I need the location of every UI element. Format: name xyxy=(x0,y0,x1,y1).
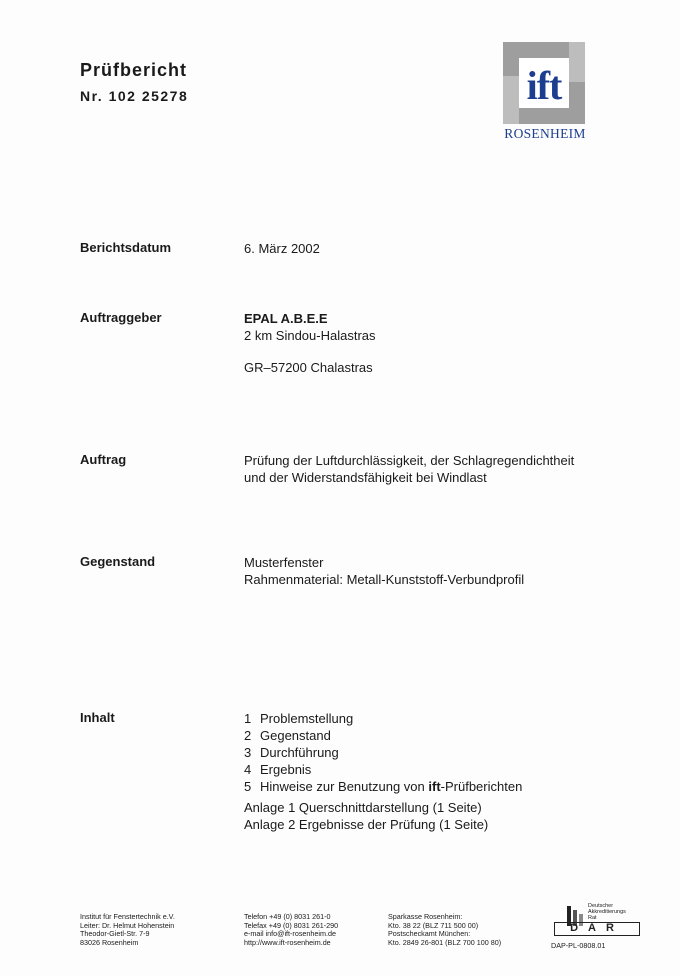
auftraggeber-address-1: 2 km Sindou-Halastras xyxy=(244,328,376,343)
dap-code: DAP-PL-0808.01 xyxy=(551,941,606,950)
report-number: Nr. 102 25278 xyxy=(80,88,189,104)
dar-logo xyxy=(554,904,640,936)
auftraggeber-block xyxy=(244,310,376,376)
gegenstand-line-2: Rahmenmaterial: Metall-Kunststoff-Verbundprofil xyxy=(244,572,525,587)
inhalt-block xyxy=(244,710,522,833)
logo-city: ROSENHEIM xyxy=(504,126,586,141)
berichtsdatum-label: Berichtsdatum xyxy=(80,240,172,255)
dar-logo-caption: Deutscher Akkreditierungs Rat xyxy=(588,903,626,921)
auftrag-block xyxy=(244,452,574,486)
footer-bank: Sparkasse Rosenheim: Kto. 38 22 (BLZ 711 500 00) Postscheckamt München: Kto. 2849 26-801 (BLZ 700 100 80) xyxy=(388,912,502,947)
logo-text: ift xyxy=(526,63,562,108)
inhalt-item: 5 Hinweise zur Benutzung von ift-Prüfberichten xyxy=(244,779,523,794)
inhalt-label: Inhalt xyxy=(80,710,115,725)
ift-logo xyxy=(503,42,585,124)
dar-logo-letters: DAR xyxy=(554,922,640,936)
inhalt-item: 4 Ergebnis xyxy=(244,762,312,777)
inhalt-item: 1 Problemstellung xyxy=(244,711,354,726)
auftraggeber-address-2: GR–57200 Chalastras xyxy=(244,360,373,375)
logo-strip-right xyxy=(569,42,585,82)
logo-strip-left xyxy=(503,76,519,124)
inhalt-item: 2 Gegenstand xyxy=(244,728,331,743)
auftrag-line-2: und der Widerstandsfähigkeit bei Windlast xyxy=(244,470,487,485)
anlage-item: Anlage 1 Querschnittdarstellung (1 Seite) xyxy=(244,800,482,815)
inhalt-item: 3 Durchführung xyxy=(244,745,339,760)
berichtsdatum-value: 6. März 2002 xyxy=(244,241,320,256)
auftrag-label: Auftrag xyxy=(80,452,127,467)
footer-institute: Institut für Fenstertechnik e.V. Leiter: Dr. Helmut Hohenstein Theodor-Gietl-Str. 7-9 83026 Rosenheim xyxy=(80,912,175,947)
auftraggeber-name: EPAL A.B.E.E xyxy=(244,311,328,326)
anlage-item: Anlage 2 Ergebnisse der Prüfung (1 Seite) xyxy=(244,817,489,832)
auftraggeber-label: Auftraggeber xyxy=(80,310,162,325)
gegenstand-block xyxy=(244,554,524,588)
report-title: Prüfbericht xyxy=(80,60,188,80)
footer-contact: Telefon +49 (0) 8031 261-0 Telefax +49 (0) 8031 261-290 e-mail info@ift-rosenheim.de http://www.ift-rosenheim.de xyxy=(244,912,339,947)
gegenstand-label: Gegenstand xyxy=(80,554,156,569)
auftrag-line-1: Prüfung der Luftdurchlässigkeit, der Schlagregendichtheit xyxy=(244,453,575,468)
gegenstand-line-1: Musterfenster xyxy=(244,555,324,570)
